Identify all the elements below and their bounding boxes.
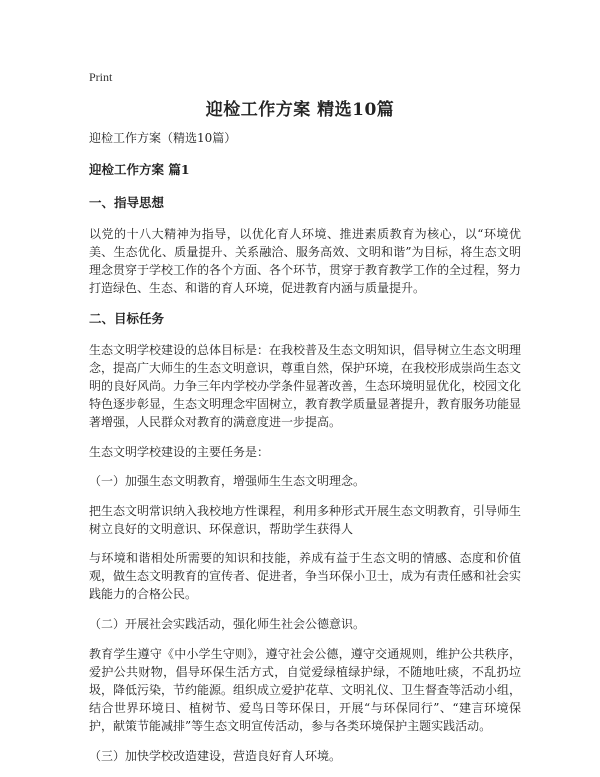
document-body [89, 130, 521, 777]
article-heading: 迎检工作方案 篇1 [89, 162, 190, 177]
task-1-paragraph-2: 与环境和谐相处所需要的知识和技能，养成有益于生态文明的情感、态度和价值观，做生态文明教育的宣传者、促进者，争当环保小卫士，成为有责任感和社会实践能力的合格公民。 [89, 551, 522, 601]
task-2-heading: （二）开展社会实践活动，强化师生社会公德意识。 [89, 617, 366, 631]
task-2-paragraph: 教育学生遵守《中小学生守则》，遵守社会公德，遵守交通规则，维护公共秩序，爱护公共财物，倡导环保生活方式，自觉爱绿植绿护绿，不随地吐痰，不乱扔垃圾，降低污染，节约能源。组织成立爱护花草、文明礼仪、卫生督查等活动小组，结合世界环境日、植树节、爱鸟日等环保日，开展“与环保同行”、“建言环境保护，献策节能减排”等生态文明宣传活动，参与各类环境保护主题实践活动。 [89, 647, 522, 733]
section-heading-goals-tasks: 二、目标任务 [89, 311, 165, 326]
task-1-paragraph-1: 把生态文明常识纳入我校地方性课程，利用多种形式开展生态文明教育，引导师生树立良好的文明意识、环保意识，帮助学生获得人 [89, 504, 522, 536]
document-subtitle: 迎检工作方案（精选10篇） [89, 131, 237, 145]
print-link[interactable]: Print [89, 70, 113, 84]
section-heading-guiding-ideology: 一、指导思想 [89, 195, 165, 210]
page-title: 迎检工作方案 精选10篇 [205, 100, 395, 120]
main-tasks-intro: 生态文明学校建设的主要任务是： [89, 445, 270, 459]
overall-goal-paragraph: 生态文明学校建设的总体目标是：在我校普及生态文明知识，倡导树立生态文明理念，提高广大师生的生态文明意识，尊重自然，保护环境，在我校形成崇尚生态文明的良好风尚。力争三年内学校办学条件显著改善，生态环境明显优化，校园文化特色逐步彰显，生态文明理念牢固树立，教育教学质量显著提升，教育服务功能显著增强，人民群众对教育的满意度进一步提高。 [89, 343, 522, 429]
task-1-heading: （一）加强生态文明教育，增强师生生态文明理念。 [89, 474, 366, 488]
guiding-ideology-paragraph: 以党的十八大精神为指导，以优化育人环境、推进素质教育为核心，以“环境优美、生态优化、质量提升、关系融洽、服务高效、文明和谐”为目标，将生态文明理念贯穿于学校工作的各个方面、各个环节，贯穿于教育教学工作的全过程，努力打造绿色、生态、和谐的育人环境，促进教育内涵与质量提升。 [89, 227, 522, 295]
task-3-heading: （三）加快学校改造建设，营造良好育人环境。 [89, 749, 342, 763]
